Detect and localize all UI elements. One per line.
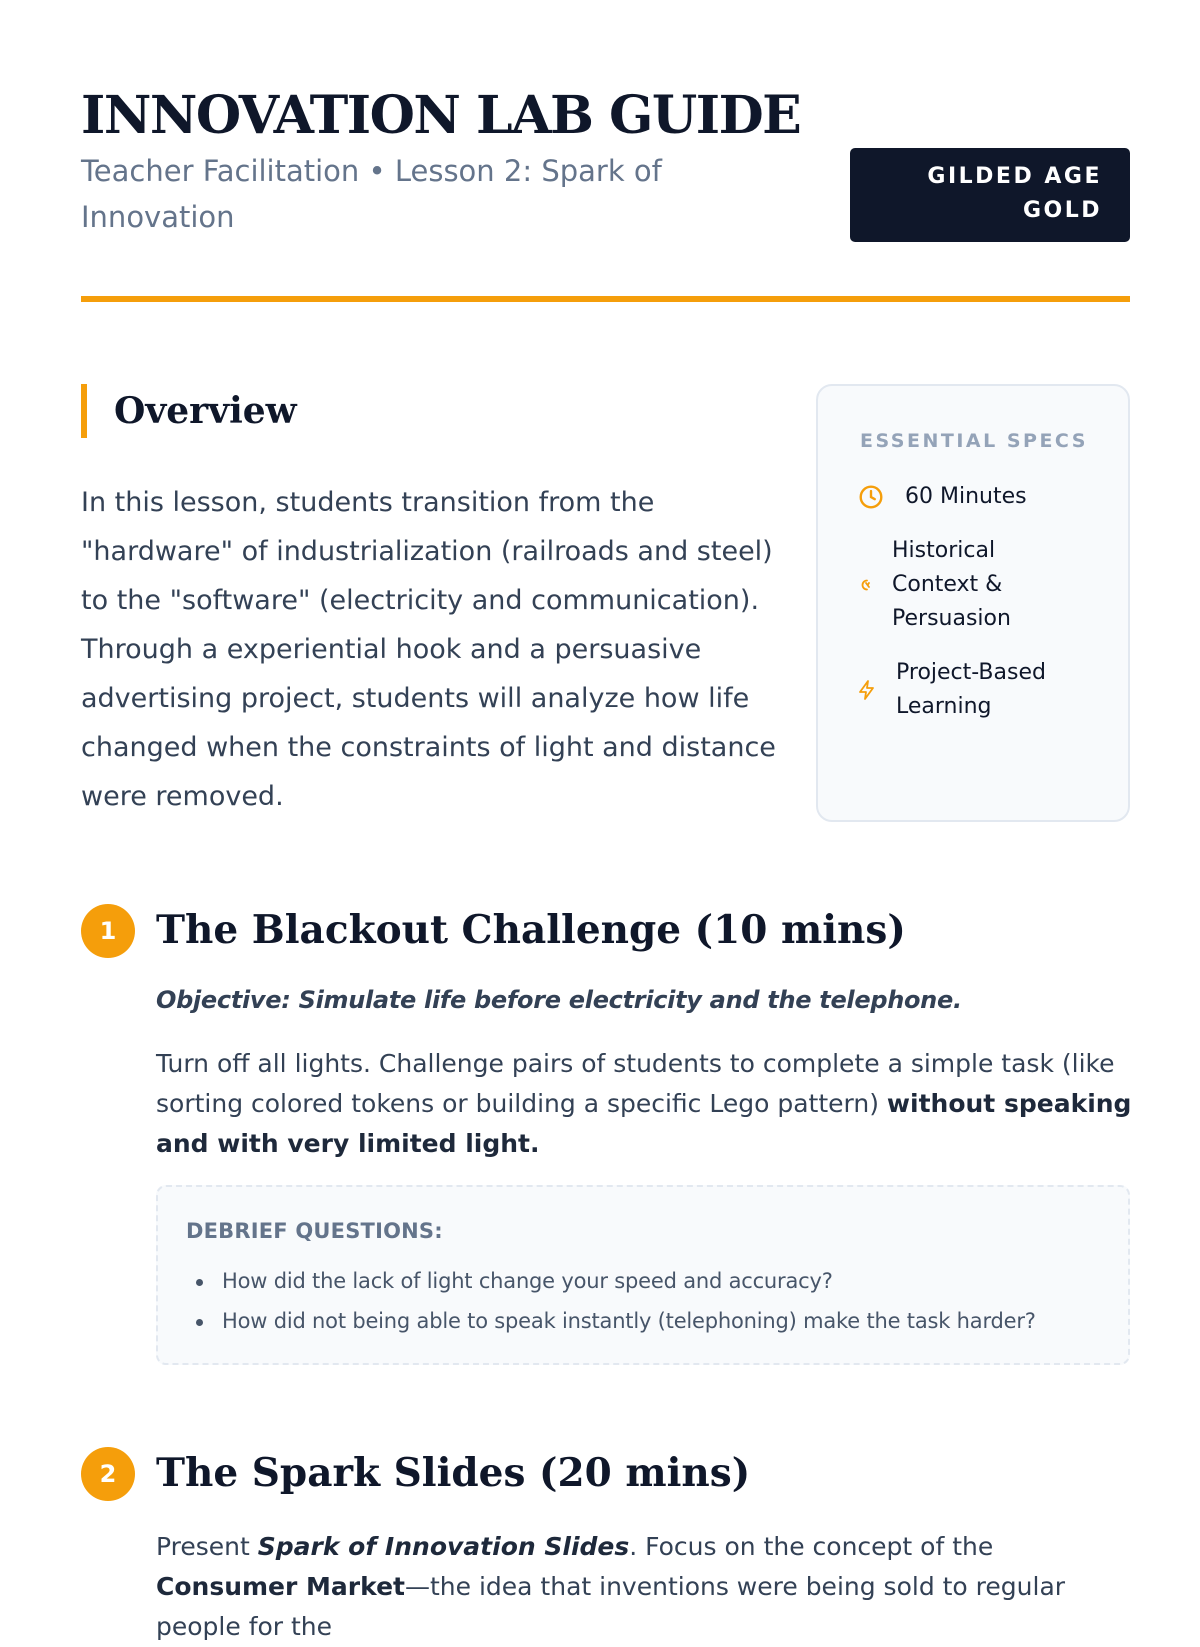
essential-specs-card xyxy=(816,384,1130,822)
body-text: Present xyxy=(156,1532,258,1561)
section-title: The Blackout Challenge (10 mins) xyxy=(156,907,906,953)
spec-item-duration xyxy=(858,480,1027,514)
body-emphasis: without speaking and with very limited light. xyxy=(156,1089,1132,1158)
list-item: How did not being able to speak instantly (telephoning) make the task harder? xyxy=(192,1301,1036,1341)
lightning-icon xyxy=(858,680,892,700)
body-text: . Focus on the concept of the xyxy=(629,1532,994,1561)
body-text: Turn off all lights. Challenge pairs of students to complete a simple task (like sorting colored tokens or building a specific Lego pattern) xyxy=(156,1049,1115,1118)
body-text: —the idea that inventions were being sold to regular people for the xyxy=(156,1572,1066,1641)
debrief-questions-list xyxy=(192,1261,1036,1341)
section-title: The Spark Slides (20 mins) xyxy=(156,1450,751,1496)
body-emphasis: Consumer Market xyxy=(156,1572,405,1601)
section-body xyxy=(156,1044,1136,1164)
debrief-label: DEBRIEF QUESTIONS: xyxy=(186,1219,443,1243)
persuasion-icon xyxy=(858,577,892,593)
clock-icon xyxy=(858,484,892,510)
overview-heading: Overview xyxy=(114,390,297,432)
section-objective: Objective: Simulate life before electricity and the telephone. xyxy=(156,986,962,1014)
slides-title: Spark of Innovation Slides xyxy=(257,1532,630,1561)
overview-text: In this lesson, students transition from the "hardware" of industrialization (railroads and steel) to the "software" (electricity and communication). Through a experiential hook and a persuasive advertising project, students will analyze how life changed when the constraints of light and distance were removed. xyxy=(81,487,776,812)
step-number-badge: 1 xyxy=(81,904,135,958)
list-item: How did the lack of light change your speed and accuracy? xyxy=(192,1261,1036,1301)
specs-label: ESSENTIAL SPECS xyxy=(860,430,1088,452)
spec-item-focus xyxy=(858,534,1052,636)
overview-accent-bar xyxy=(81,384,87,438)
spec-item-method xyxy=(858,656,1076,724)
page-title: INNOVATION LAB GUIDE xyxy=(81,85,801,146)
spec-label: Historical Context & Persuasion xyxy=(892,538,1011,631)
spec-label: Project-Based Learning xyxy=(896,660,1046,719)
debrief-box xyxy=(156,1185,1130,1365)
spec-label: 60 Minutes xyxy=(905,484,1027,509)
era-badge: GILDED AGE GOLD xyxy=(850,148,1130,242)
step-number-badge: 2 xyxy=(81,1447,135,1501)
header-divider xyxy=(81,296,1130,302)
section-body xyxy=(156,1527,1136,1647)
page-subtitle: Teacher Facilitation • Lesson 2: Spark of Innovation xyxy=(81,154,662,234)
